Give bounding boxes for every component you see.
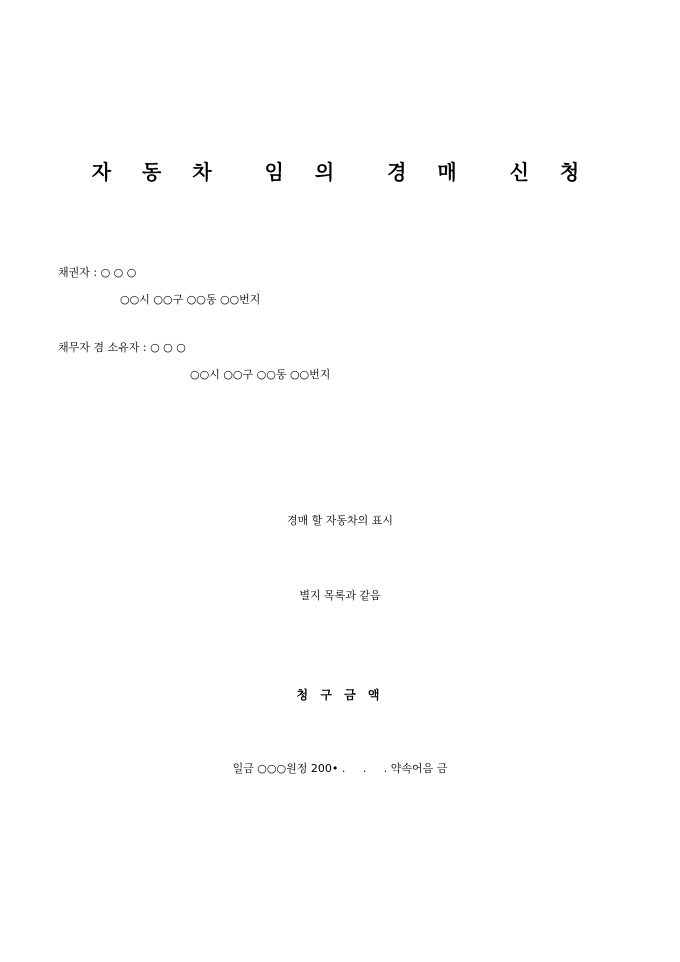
claim-section-content: 일금 ○○○원정 200• . . . 약속어음 금: [232, 762, 448, 775]
document-title: 자 동 차 임 의 경 매 신 청: [91, 160, 589, 184]
vehicle-section-content: 별지 목록과 같음: [299, 589, 381, 602]
vehicle-section-heading: 경매 할 자동차의 표시: [286, 514, 394, 527]
claim-section-heading: 청 구 금 액: [296, 688, 384, 702]
creditor-label: 채권자 : ○ ○ ○: [58, 266, 137, 279]
debtor-label: 채무자 겸 소유자 : ○ ○ ○: [58, 341, 186, 354]
debtor-address: ○○시 ○○구 ○○동 ○○번지: [190, 368, 331, 381]
creditor-address: ○○시 ○○구 ○○동 ○○번지: [120, 293, 261, 306]
